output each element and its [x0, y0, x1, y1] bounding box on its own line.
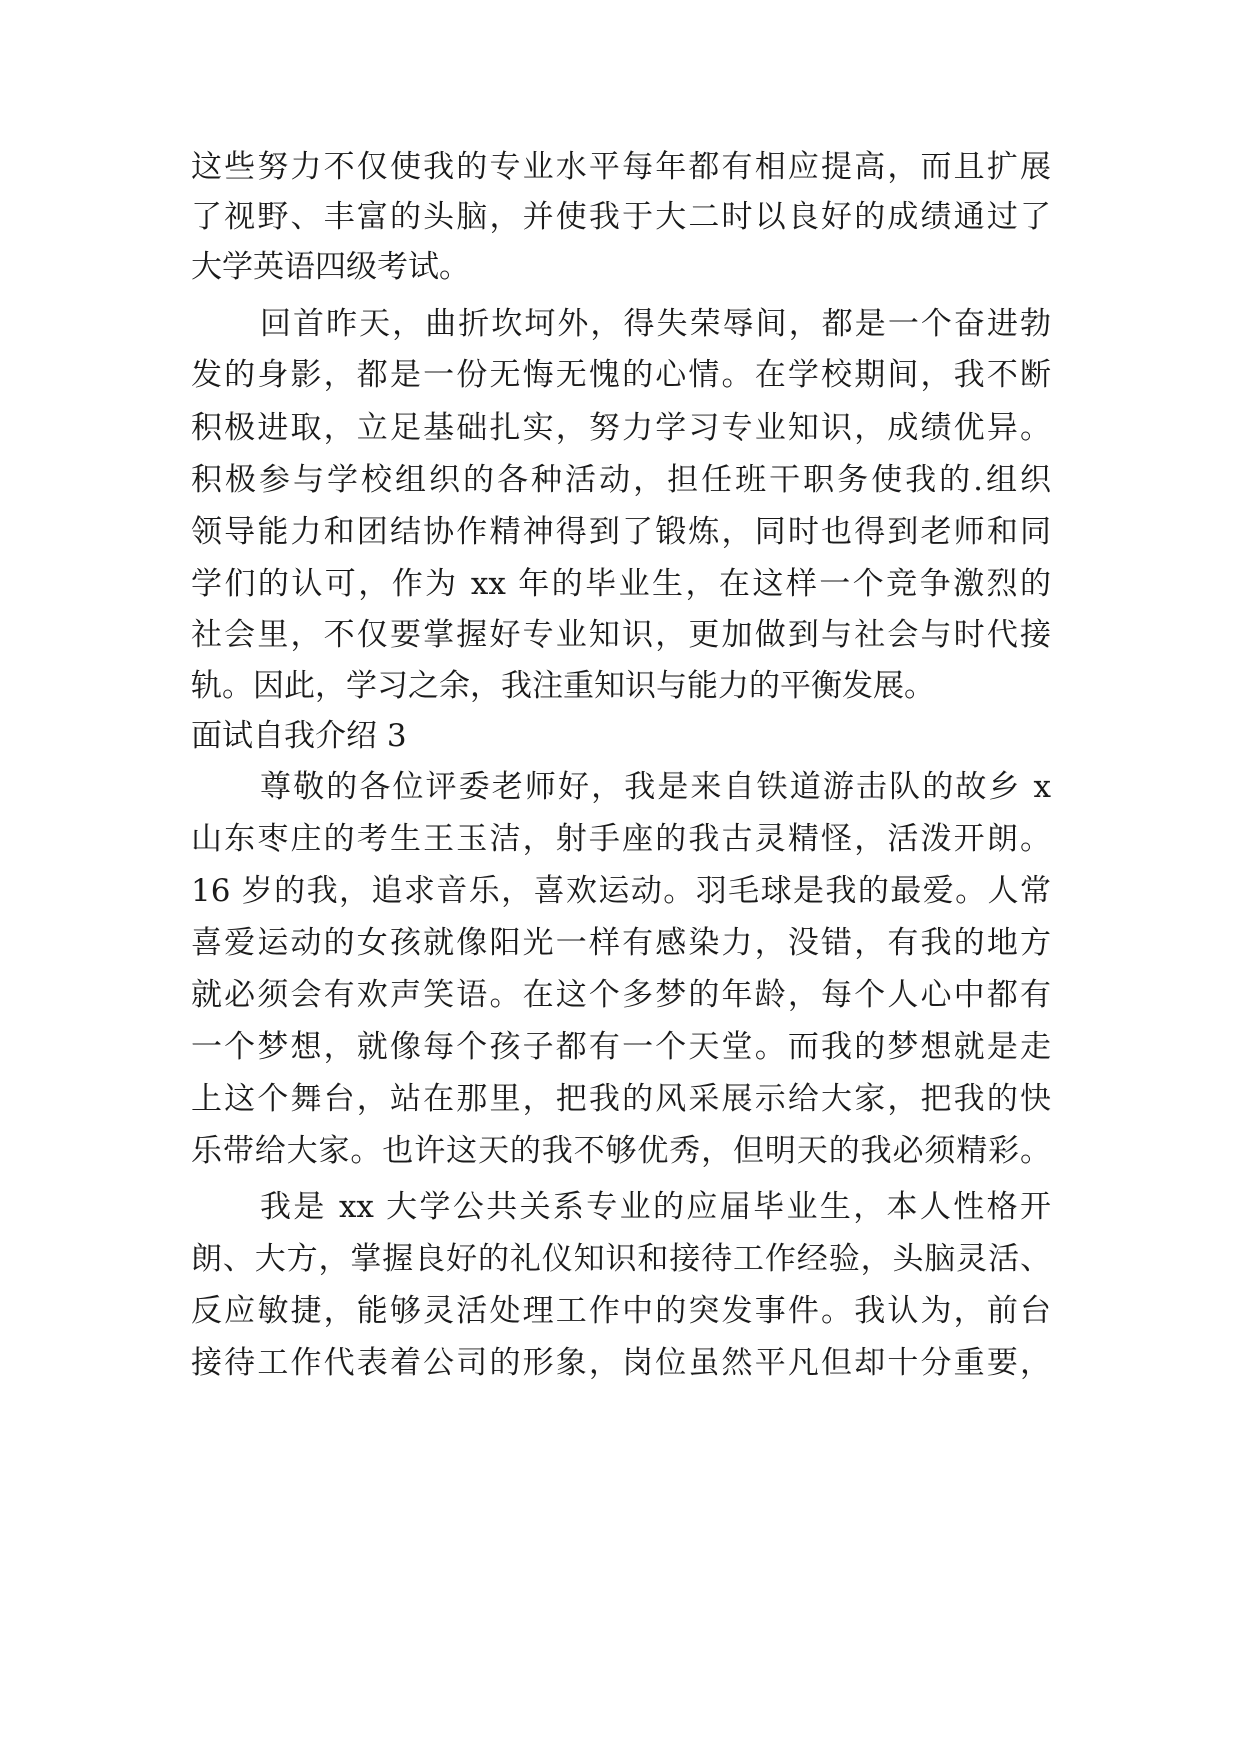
- text-line: 大学英语四级考试。: [191, 249, 470, 285]
- text-line: 了视野、丰富的头脑，并使我于大二时以良好的成绩通过了: [191, 199, 1051, 235]
- text-line: 朗、大方，掌握良好的礼仪知识和接待工作经验，头脑灵活、: [191, 1241, 1051, 1277]
- text-line: 回首昨天，曲折坎坷外，得失荣辱间，都是一个奋进勃: [260, 306, 1051, 342]
- text-line: 就必须会有欢声笑语。在这个多梦的年龄，每个人心中都有: [191, 977, 1051, 1013]
- text-line: 这些努力不仅使我的专业水平每年都有相应提高，而且扩展: [191, 149, 1051, 185]
- text-line: 乐带给大家。也许这天的我不够优秀，但明天的我必须精彩。: [191, 1133, 1051, 1169]
- text-line: 接待工作代表着公司的形象，岗位虽然平凡但却十分重要，: [191, 1345, 1051, 1381]
- text-line: 社会里，不仅要掌握好专业知识，更加做到与社会与时代接: [191, 617, 1051, 653]
- text-line: 一个梦想，就像每个孩子都有一个天堂。而我的梦想就是走: [191, 1029, 1051, 1065]
- section-heading: 面试自我介绍 3: [191, 718, 407, 754]
- text-line: 山东枣庄的考生王玉洁，射手座的我古灵精怪，活泼开朗。: [191, 821, 1051, 857]
- text-line: 尊敬的各位评委老师好，我是来自铁道游击队的故乡 x: [260, 769, 1051, 805]
- text-line: 16 岁的我，追求音乐，喜欢运动。羽毛球是我的最爱。人常: [191, 873, 1051, 909]
- text-line: 反应敏捷，能够灵活处理工作中的突发事件。我认为，前台: [191, 1293, 1051, 1329]
- text-line: 发的身影，都是一份无悔无愧的心情。在学校期间，我不断: [191, 357, 1051, 393]
- text-line: 上这个舞台，站在那里，把我的风采展示给大家，把我的快: [191, 1081, 1051, 1117]
- text-line: 积极参与学校组织的各种活动，担任班干职务使我的.组织: [191, 462, 1051, 498]
- text-line: 我是 xx 大学公共关系专业的应届毕业生，本人性格开: [260, 1189, 1051, 1225]
- text-line: 学们的认可，作为 xx 年的毕业生，在这样一个竞争激烈的: [191, 566, 1051, 602]
- text-line: 喜爱运动的女孩就像阳光一样有感染力，没错，有我的地方: [191, 925, 1051, 961]
- text-line: 轨。因此，学习之余，我注重知识与能力的平衡发展。: [191, 668, 935, 704]
- text-line: 领导能力和团结协作精神得到了锻炼，同时也得到老师和同: [191, 514, 1051, 550]
- text-line: 积极进取，立足基础扎实，努力学习专业知识，成绩优异。: [191, 410, 1051, 446]
